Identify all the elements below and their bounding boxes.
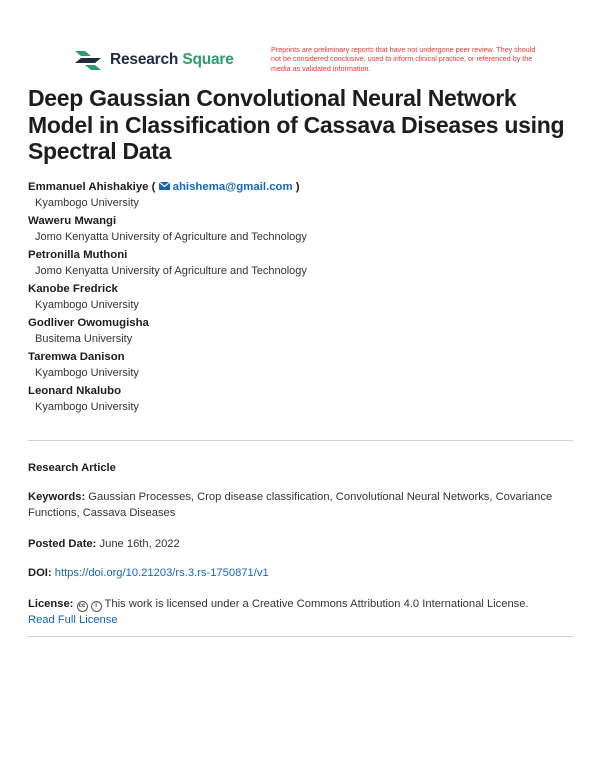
article-type [28, 460, 576, 476]
author-entry [28, 316, 578, 347]
paper-title: Deep Gaussian Convolutional Neural Network Model in Classification of Cassava Diseases using Spectral Data [28, 85, 565, 164]
author-affiliation: Kyambogo University [35, 197, 139, 209]
author-affiliation: Jomo Kenyatta University of Agriculture and Technology [35, 231, 307, 243]
posted-date [28, 536, 576, 552]
license-text: This work is licensed under a Creative Commons Attribution 4.0 International License. [101, 598, 529, 610]
posted-date-value: June 16th, 2022 [96, 538, 180, 550]
logo-brand-square: Square [182, 51, 234, 68]
author-name: Emmanuel Ahishakiye ( ahishema@gmail.com ) [28, 181, 300, 193]
keywords-value: Gaussian Processes, Crop disease classification, Convolutional Neural Networks, Covariance Functions, Cassava Diseases [28, 491, 553, 519]
doi-link[interactable]: https://doi.org/10.21203/rs.3.rs-1750871/v1 [54, 567, 269, 579]
author-name: Kanobe Fredrick [28, 283, 118, 295]
read-full-license-link[interactable]: Read Full License [28, 614, 118, 626]
divider-top [28, 440, 574, 441]
attribution-icon: i [91, 601, 102, 612]
author-affiliation: Kyambogo University [35, 367, 139, 379]
logo-brand-research: Research [110, 51, 179, 68]
doi [28, 565, 576, 581]
keywords-label: Keywords: [28, 491, 86, 503]
research-square-logo-icon [74, 48, 102, 72]
creative-commons-icon: cc [77, 601, 88, 612]
author-name: Leonard Nkalubo [28, 385, 122, 397]
preprint-disclaimer: Preprints are preliminary reports that have not undergone peer review. They should not be considered conclusive, used to inform clinical practice, or referenced by the media as validated information. [271, 45, 536, 73]
author-entry [28, 282, 578, 313]
author-entry [28, 180, 578, 211]
author-affiliation: Busitema University [35, 333, 133, 345]
author-entry [28, 248, 578, 279]
envelope-icon [159, 182, 170, 190]
logo-text [110, 51, 234, 69]
author-list [28, 180, 578, 418]
author-entry [28, 214, 578, 245]
author-email-link[interactable]: ahishema@gmail.com [159, 181, 293, 193]
article-type-label: Research Article [28, 462, 116, 474]
keywords [28, 489, 576, 521]
author-name: Petronilla Muthoni [28, 249, 128, 261]
author-name: Waweru Mwangi [28, 215, 117, 227]
author-affiliation: Kyambogo University [35, 299, 139, 311]
author-entry [28, 350, 578, 381]
author-entry [28, 384, 578, 415]
license-label: License: [28, 598, 74, 610]
author-affiliation: Jomo Kenyatta University of Agriculture and Technology [35, 265, 307, 277]
license [28, 596, 576, 628]
author-name: Taremwa Danison [28, 351, 125, 363]
divider-bottom [28, 636, 574, 637]
posted-date-label: Posted Date: [28, 538, 97, 550]
author-affiliation: Kyambogo University [35, 401, 139, 413]
research-square-logo[interactable] [74, 48, 234, 72]
doi-label: DOI: [28, 567, 52, 579]
author-name: Godliver Owomugisha [28, 317, 149, 329]
